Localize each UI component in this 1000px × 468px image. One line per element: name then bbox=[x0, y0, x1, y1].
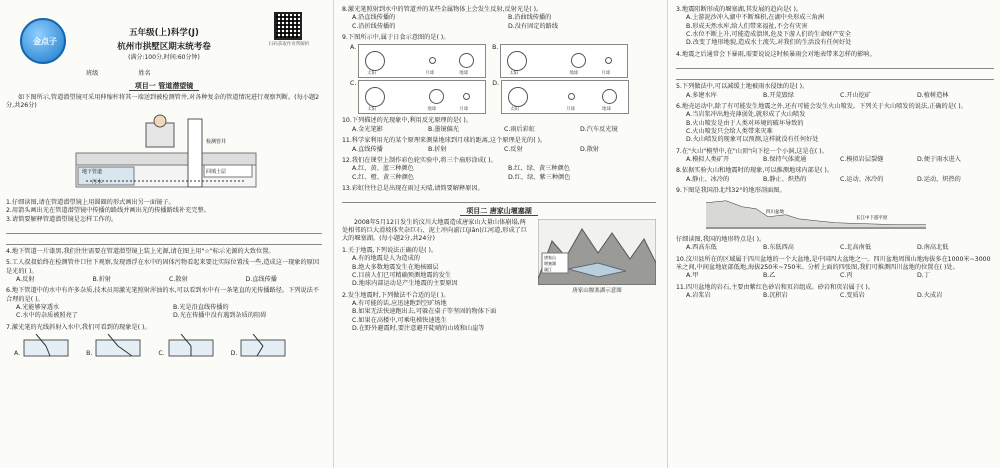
option[interactable]: D.改变了地形地貌,造成水土流失,对我们的生活没有任何好处 bbox=[686, 39, 852, 47]
option[interactable]: D.火成岩 bbox=[917, 291, 943, 299]
exam-header bbox=[6, 6, 322, 68]
option[interactable]: D.红、绿、紫三种颜色 bbox=[508, 173, 571, 181]
option[interactable]: D.光在传播中没有遇到杂质的阻碍 bbox=[173, 312, 267, 320]
option[interactable]: B.光是沿直线传播的 bbox=[173, 304, 229, 312]
section-title: 项目二 唐家山堰塞湖 bbox=[342, 207, 656, 216]
option[interactable]: C.开山挖矿 bbox=[840, 91, 872, 99]
project2-text bbox=[342, 219, 532, 334]
map-inset-label: 唐家山 bbox=[544, 254, 556, 260]
options bbox=[676, 176, 994, 184]
column-1 bbox=[6, 6, 322, 358]
option[interactable]: A. bbox=[14, 334, 72, 358]
map-inset-label: 湔江 bbox=[544, 266, 552, 272]
question: 13.彩虹往往总是出现在雨过天晴,请简要解释原因。 bbox=[342, 184, 484, 192]
option[interactable]: A.有可能的话,应迅速跑到空旷场地 bbox=[352, 299, 447, 307]
option[interactable]: A.金光笔影 bbox=[352, 125, 383, 133]
answer-line[interactable] bbox=[676, 60, 994, 69]
project-intro: 2008年5月12日发生的汶川大地震造成唐家山大量山体崩塌,两处相邻的巨大滑坡体夹杂巨石、泥土冲向湔江(jiān)江河道,形成了巨大的堰塞湖。(每小题2分,共24分) bbox=[342, 218, 528, 243]
eclipse-figures-row bbox=[342, 44, 656, 78]
option[interactable]: D.火山喷发的现象可以预测,这样就没有任何好处 bbox=[686, 136, 819, 144]
option[interactable]: D.南高北低 bbox=[917, 244, 949, 252]
question: 11.四川盆地的岩石,主要由紫红色砂岩和页岩组成。砂岩和页岩属于( )。 bbox=[676, 283, 875, 291]
exam-subtitle: 杭州市拱墅区期末统考卷 bbox=[117, 42, 211, 53]
question: 6.地壳运动中,除了有可能发生地震之外,还有可能会发生火山喷发。下列关于火山喷发的说法,正确的是( )。 bbox=[676, 102, 967, 110]
options bbox=[676, 272, 994, 280]
option[interactable]: A.西高东低 bbox=[686, 244, 717, 252]
question: 3.地震阻断形成的堰塞湖,其发展的趋向是( )。 bbox=[676, 6, 803, 13]
options bbox=[676, 156, 994, 164]
fig-label: 污水 bbox=[92, 178, 103, 185]
option[interactable]: C.水中的杂质被照亮了 bbox=[16, 312, 78, 320]
exam-title: 五年级(上)科学(J) bbox=[129, 28, 199, 38]
options bbox=[676, 111, 994, 144]
logo-text: 金点子 bbox=[33, 37, 57, 46]
sun-icon bbox=[507, 51, 527, 71]
option[interactable]: A.静止、冰冷的 bbox=[686, 175, 730, 183]
page-fold bbox=[667, 0, 668, 468]
option[interactable]: C.反射 bbox=[504, 145, 523, 153]
option[interactable]: C.如果在高楼中,可乘电梯快速逃生 bbox=[352, 316, 447, 324]
sun-icon bbox=[508, 87, 528, 107]
option[interactable]: C.北高南低 bbox=[840, 244, 872, 252]
sun-icon bbox=[365, 87, 385, 107]
beaker-options bbox=[6, 334, 322, 358]
question: 7.激光笔的光线斜射入水中,我们可看到的现象是( )。 bbox=[6, 323, 151, 331]
option[interactable]: B.折射 bbox=[428, 145, 447, 153]
option[interactable]: B.折射 bbox=[92, 276, 112, 284]
option[interactable]: C. bbox=[158, 334, 216, 358]
options bbox=[342, 165, 656, 182]
question: 10.下列描述的光现象中,利用反光原理的是( )。 bbox=[342, 117, 472, 125]
options bbox=[676, 92, 994, 100]
earth-icon bbox=[459, 53, 474, 68]
landslide-map bbox=[538, 219, 656, 285]
option[interactable]: B.红、绿、黄三种颜色 bbox=[508, 165, 570, 173]
answer-line[interactable] bbox=[6, 236, 322, 245]
option[interactable]: A.当岩浆冲出地壳薄弱处,就形成了火山喷发 bbox=[686, 111, 806, 119]
question: 6.地下管道中的水中有许多杂质,技术员用激光笔照射浑浊的水,可以看到水中有一条笔直的光传播路径。下列说法不合理的是( )。 bbox=[6, 287, 320, 303]
option[interactable]: C.模拟岩层裂缝 bbox=[840, 156, 884, 164]
option[interactable]: D. bbox=[231, 334, 290, 358]
page-fold bbox=[333, 0, 334, 468]
question: 10.汶川县所在的区域属于四川盆地的一个大盆地,是中国四大盆地之一。四川盆地周围山地海拔多在1000米~3000米之间,中间盆地底部低地,海拔250米~750米。分析上面的四张图,我们可推测四川盆地的位置在( )处。 bbox=[676, 255, 991, 271]
option[interactable]: B.如果无法快速跑出去,可躲在桌子等坚固的物体下面 bbox=[352, 308, 497, 316]
answer-line[interactable] bbox=[342, 194, 656, 203]
question: 3.请简要解释管道潜望镜是怎样工作的。 bbox=[6, 215, 118, 223]
eclipse-figures-row bbox=[342, 80, 656, 114]
column-3 bbox=[676, 6, 994, 300]
fig-label: 回填土层 bbox=[206, 168, 227, 175]
option[interactable]: C.火山喷发只会给人类带来灾难 bbox=[686, 127, 773, 135]
option[interactable]: B.保持气体流通 bbox=[763, 156, 807, 164]
question: 5.工人叔叔始终在检测管井口往下观察,发现漂浮在水中的固体污物看起来要比实际位置浅一些,造成这一现象的原因是光的( )。 bbox=[6, 259, 320, 275]
eclipse-diagram: 太阳 月球 地球 bbox=[358, 44, 486, 78]
option[interactable]: A.有的地震是人为造成的 bbox=[352, 255, 420, 263]
class-label: 班级 bbox=[86, 70, 99, 77]
option[interactable]: D.植树造林 bbox=[917, 91, 949, 99]
option[interactable]: C.雨后彩虹 bbox=[504, 125, 536, 133]
options bbox=[676, 292, 994, 300]
periscope-figure bbox=[66, 113, 266, 193]
option[interactable]: D.地球内部运动是产生地震的主要原因 bbox=[352, 280, 458, 288]
option[interactable]: A.沿直线传播的 bbox=[352, 14, 396, 22]
option[interactable]: B.东低西高 bbox=[763, 244, 794, 252]
option[interactable]: B.静止、炽热的 bbox=[763, 175, 807, 183]
exam-meta: (满分:100分,时间:60分钟) bbox=[128, 53, 200, 61]
moon-icon bbox=[568, 93, 575, 100]
question: 2.用箭头画出光在管道潜望镜中传播的路线并画出光的传播路线补充完整。 bbox=[6, 207, 210, 215]
option[interactable]: C.变质岩 bbox=[840, 291, 865, 299]
moon-icon bbox=[429, 57, 436, 64]
section-title: 项目一 管道潜望镜 bbox=[6, 82, 322, 91]
question: 5.下列做法中,可以减缓土地被雨水侵蚀的是( )。 bbox=[676, 83, 809, 91]
options bbox=[342, 126, 656, 134]
options bbox=[676, 14, 994, 47]
option[interactable]: D.散射 bbox=[580, 145, 600, 153]
option[interactable]: A.红、黄、蓝三种颜色 bbox=[352, 165, 414, 173]
terrain-profile-chart bbox=[706, 197, 926, 229]
option[interactable]: A.反射 bbox=[16, 276, 35, 284]
question: 12.我们在课堂上制作彩色轮实验中,将三个扇形涂成( )。 bbox=[342, 156, 497, 164]
question: 8.激光笔照射到水中的管道并的某些金属物体上会发生反射,反射光是( )。 bbox=[342, 6, 543, 13]
name-label: 姓名 bbox=[138, 70, 151, 77]
question: 4.地下管道一片漆黑,我们往往需要在管道潜望镜上装上光源,请在图上用"☆"标示光源的大致位置。 bbox=[6, 247, 275, 255]
student-info bbox=[6, 70, 322, 78]
earth-icon bbox=[602, 89, 617, 104]
question: 1.关于地震,下列说法正确的是( )。 bbox=[342, 246, 438, 254]
options bbox=[342, 300, 532, 333]
question: 仔细读图,我国的地形特点是( )。 bbox=[676, 235, 766, 243]
option[interactable]: B.绝大多数地震发生在地核圈层 bbox=[352, 263, 439, 271]
answer-line[interactable] bbox=[6, 225, 322, 234]
options bbox=[6, 304, 322, 321]
option[interactable]: D.在野外避震时,要注意避开陡峭的山坡和山崖等 bbox=[352, 325, 485, 333]
options bbox=[342, 14, 656, 31]
option[interactable]: B.火山喷发是由于人类对环境的破坏导致的 bbox=[686, 119, 804, 127]
option[interactable]: D. 太阳 月球 地球 bbox=[492, 80, 629, 114]
option[interactable]: D.汽车反光镜 bbox=[580, 125, 618, 133]
option[interactable]: C.沿折线传播的 bbox=[352, 22, 396, 30]
option[interactable]: C. 太阳 地球 月球 bbox=[350, 80, 486, 114]
option[interactable]: A.模拟人类矿开 bbox=[686, 156, 730, 164]
qr-caption: 扫码获取作业帮解析 bbox=[268, 42, 310, 47]
options bbox=[676, 244, 994, 252]
option[interactable]: D.运动、炽热的 bbox=[917, 175, 961, 183]
moon-icon bbox=[463, 93, 470, 100]
column-2 bbox=[342, 6, 656, 333]
map-figure bbox=[538, 219, 656, 334]
option[interactable]: D.没有固定的路线 bbox=[508, 22, 559, 30]
moon-icon bbox=[605, 57, 612, 64]
option[interactable]: C.散射 bbox=[169, 276, 188, 284]
question: 11.科学家利用光的某个原理来测量地球到月球的距离,这个原理是光的( )。 bbox=[342, 137, 547, 145]
option[interactable]: B.墨镜偏光 bbox=[428, 125, 459, 133]
map-inset-label: 堰塞湖 bbox=[544, 260, 556, 266]
map-caption: 唐家山堰塞湖示意图 bbox=[572, 288, 622, 295]
option[interactable]: A.上游泥沙冲入湖中不断堆积,在湖中央形成三角洲 bbox=[686, 14, 824, 22]
option[interactable]: D.丁 bbox=[917, 272, 930, 280]
question: 2.发生地震时,下列做法不合适的是( )。 bbox=[342, 291, 450, 299]
answer-line[interactable] bbox=[676, 71, 994, 80]
earth-icon bbox=[571, 53, 586, 68]
option[interactable]: D.便于雨水进入 bbox=[917, 156, 961, 164]
options bbox=[6, 276, 322, 284]
option[interactable]: A.岩浆岩 bbox=[686, 291, 711, 299]
option[interactable]: B. 太阳 地球 月球 bbox=[492, 44, 628, 78]
chart-label: 长江中下游平原 bbox=[856, 216, 888, 222]
option[interactable]: B.形成天然水库,给人们带来福祉,不会有灾害 bbox=[686, 22, 808, 30]
option[interactable]: B.开荒毁绿 bbox=[763, 91, 794, 99]
question: 1.仔细读图,请在管道潜望镜上用圆圈的形式画出另一面镜子。 bbox=[6, 198, 175, 206]
question: 9.下图是我国沿北纬32°的地形剖面图。 bbox=[676, 187, 786, 195]
option[interactable]: C.红、橙、黄三种颜色 bbox=[352, 173, 414, 181]
question: 9.下图所示中,属于日食示意图的是( )。 bbox=[342, 34, 450, 42]
eclipse-diagram: 太阳 月球 地球 bbox=[501, 80, 629, 114]
eclipse-diagram: 太阳 地球 月球 bbox=[358, 80, 486, 114]
project2-body bbox=[342, 219, 656, 334]
beaker-icon bbox=[94, 334, 144, 358]
option[interactable]: D.直线传播 bbox=[245, 276, 277, 284]
option[interactable]: C.水位不断上升,可能造成溃坝,危及下游人们的生命财产安全 bbox=[686, 31, 851, 39]
beaker-icon bbox=[167, 334, 217, 358]
option[interactable]: B.沿曲线传播的 bbox=[508, 14, 552, 22]
sun-icon bbox=[365, 51, 385, 71]
option[interactable]: A.多建水库 bbox=[686, 91, 717, 99]
question: 7.在"火山"模型中,在"山顶"向下挖一个小洞,这是在( )。 bbox=[676, 147, 828, 155]
option[interactable]: B. bbox=[86, 334, 144, 358]
eclipse-diagram: 太阳 地球 月球 bbox=[500, 44, 628, 78]
qr-code-icon[interactable] bbox=[274, 12, 302, 40]
option[interactable]: B.乙 bbox=[763, 272, 776, 280]
project-intro: 如下图所示,管道潜望镜可采用伸缩杆将其一端送到被检测管井,对各种复杂的管道情况进行观察判断。(每小题2分,共26分) bbox=[6, 93, 320, 110]
earth-icon bbox=[429, 89, 444, 104]
beaker-icon bbox=[22, 334, 72, 358]
question: 4.地震之后通常会下暴雨,需要说说这时候暴雨会对地表带来怎样的影响。 bbox=[676, 50, 876, 58]
chart-label: 四川盆地 bbox=[766, 210, 784, 216]
option[interactable]: A.光能够穿透水 bbox=[16, 304, 60, 312]
options bbox=[342, 255, 532, 288]
fig-label: 检测管井 bbox=[206, 138, 227, 145]
question: 8.依据实验火山和地震时的现象,可以推测地球内部是( )。 bbox=[676, 167, 833, 175]
option[interactable]: A.甲 bbox=[686, 272, 699, 280]
option[interactable]: A.直线传播 bbox=[352, 145, 383, 153]
option[interactable]: C.目前人们已可精确预测地震的发生 bbox=[352, 271, 452, 279]
option[interactable]: B.沉积岩 bbox=[763, 291, 788, 299]
options bbox=[342, 146, 656, 154]
option[interactable]: C.丙 bbox=[840, 272, 853, 280]
fig-label: 地下管道 bbox=[82, 168, 103, 175]
beaker-icon bbox=[239, 334, 289, 358]
option[interactable]: C.运动、冰冷的 bbox=[840, 175, 884, 183]
option[interactable]: A. 太阳 月球 地球 bbox=[350, 44, 486, 78]
